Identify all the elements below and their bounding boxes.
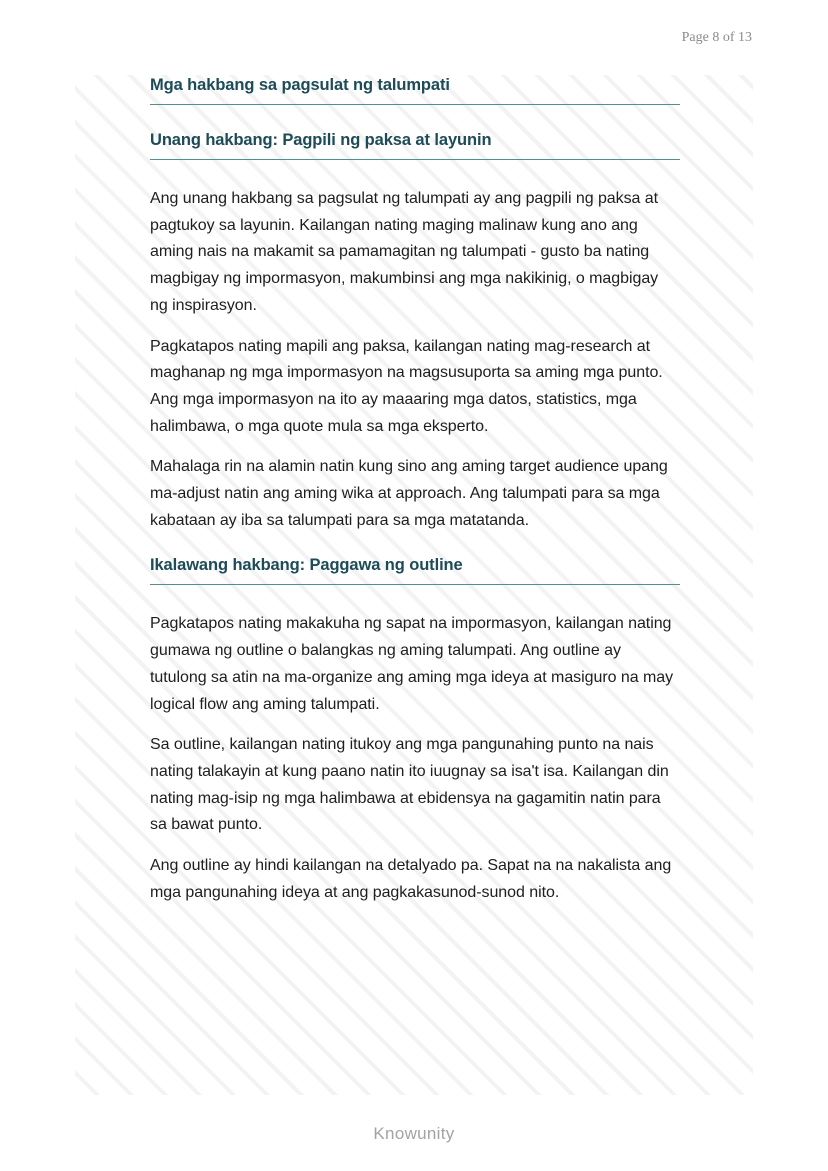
paragraph: Mahalaga rin na alamin natin kung sino ang aming target audience upang ma-adjust natin ang aming wika at approach. Ang talumpati para sa mga kabataan ay iba sa talumpati para sa mga matatanda.: [150, 458, 668, 529]
document-content: [150, 72, 680, 906]
section-second-step: [150, 556, 680, 906]
paragraph: Pagkatapos nating makakuha ng sapat na impormasyon, kailangan nating gumawa ng outline o balangkas ng aming talumpati. Ang outline ay tutulong sa atin na ma-organize ang aming mga ideya at masiguro na may logical flow ang aming talumpati.: [150, 615, 674, 713]
paragraph: Pagkatapos nating mapili ang paksa, kailangan nating mag-research at maghanap ng mga impormasyon na magsusuporta sa aming mga punto. Ang mga impormasyon na ito ay maaaring mga datos, statistics, mga halimbawa, o mga quote mula sa mga eksperto.: [150, 337, 663, 435]
brand-footer: Knowunity: [373, 1124, 455, 1143]
document-title: Mga hakbang sa pagsulat ng talumpati: [150, 76, 680, 105]
section-heading: Unang hakbang: Pagpili ng paksa at layunin: [150, 131, 680, 160]
section-heading: Ikalawang hakbang: Paggawa ng outline: [150, 556, 680, 585]
section-first-step: [150, 131, 680, 534]
page-indicator: Page 8 of 13: [681, 30, 752, 45]
paragraph: Sa outline, kailangan nating itukoy ang mga pangunahing punto na nais nating talakayin at kung paano natin ito iuugnay sa isa't isa. Kailangan din nating mag-isip ng mga halimbawa at ebidensya na gagamitin natin para sa bawat punto.: [150, 736, 669, 834]
paragraph: Ang outline ay hindi kailangan na detalyado pa. Sapat na na nakalista ang mga pangunahing ideya at ang pagkakasunod-sunod nito.: [150, 857, 672, 901]
paragraph: Ang unang hakbang sa pagsulat ng talumpati ay ang pagpili ng paksa at pagtukoy sa layunin. Kailangan nating maging malinaw kung ano ang aming nais na makamit sa pamamagitan ng talumpati - gusto ba nating magbigay ng impormasyon, makumbinsi ang mga nakikinig, o magbigay ng inspirasyon.: [150, 190, 659, 314]
